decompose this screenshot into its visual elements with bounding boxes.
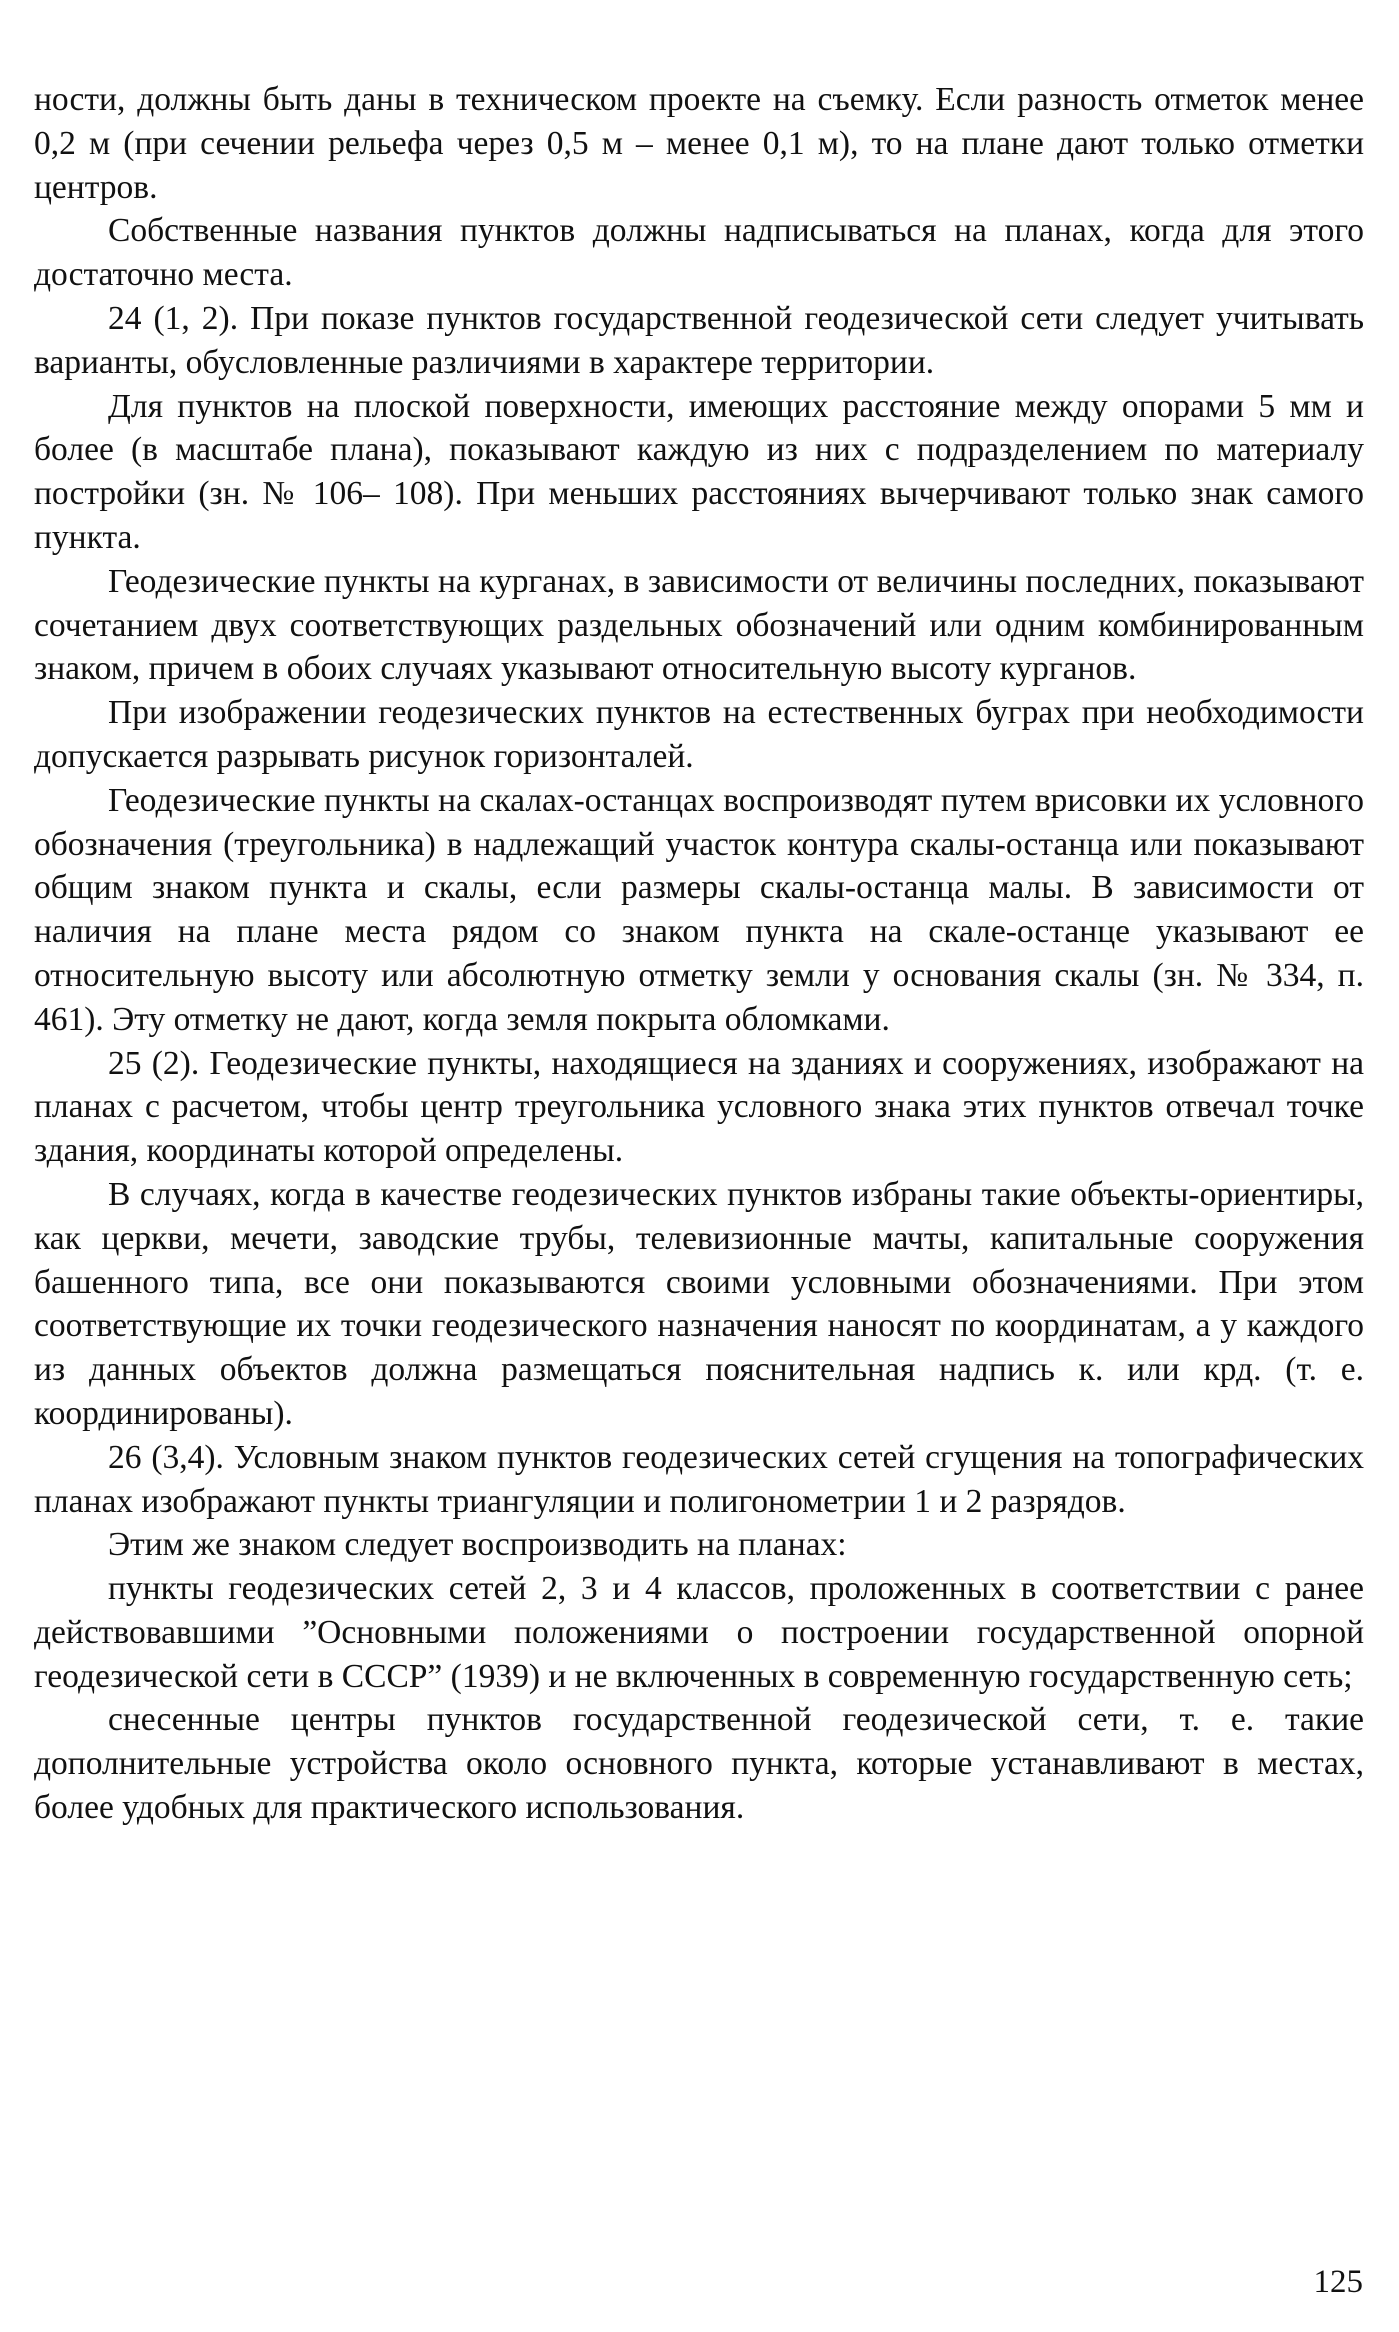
paragraph-5: Геодезические пункты на курганах, в зависимости от величины последних, показывают сочетанием двух соответствующих раздельных обозначений или одним комбинированным знаком, причем в обоих случаях указывают относительную высоту курганов. [34,562,1364,688]
paragraph-13: снесенные центры пунктов государственной геодезической сети, т. е. такие дополнительные устройства около основного пункта, которые устанавливают в местах, более удобных для практического использования. [34,1701,1364,1827]
paragraph-10: 26 (3,4). Условным знаком пунктов геодезических сетей сгущения на топографических планах изображают пункты триангуляции и полигонометрии 1 и 2 разрядов. [34,1438,1364,1520]
paragraph-8: 25 (2). Геодезические пункты, находящиеся на зданиях и сооружениях, изображают на планах с расчетом, чтобы центр треугольника условного знака этих пунктов отвечал точке здания, координаты которой определены. [34,1044,1364,1170]
paragraph-12: пункты геодезических сетей 2, 3 и 4 классов, проложенных в соответствии с ранее действовавшими ”Основными положениями о построении государственной опорной геодезической сети в СССР” (1939) и не включенных в современную государственную сеть; [34,1570,1364,1695]
paragraph-2: Собственные названия пунктов должны надписываться на планах, когда для этого достаточно места. [34,212,1364,294]
paragraph-6: При изображении геодезических пунктов на естественных буграх при необходимости допускается разрывать рисунок горизонталей. [34,694,1364,775]
paragraph-3: 24 (1, 2). При показе пунктов государственной геодезической сети следует учитывать варианты, обусловленные различиями в характере территории. [34,299,1364,381]
paragraph-4: Для пунктов на плоской поверхности, имеющих расстояние между опорами 5 мм и более (в масштабе плана), показывают каждую из них с подразделением по материалу постройки (зн. № 106– 108). При меньших расстояниях вычерчивают только знак самого пункта. [34,387,1364,556]
paragraph-11: Этим же знаком следует воспроизводить на планах: [108,1526,847,1564]
paragraph-9: В случаях, когда в качестве геодезических пунктов избраны такие объекты-ориентиры, как церкви, мечети, заводские трубы, телевизионные мачты, капитальные сооружения башенного типа, все они показываются своими условными обозначениями. При этом соответствующие их точки геодезического назначения наносят по координатам, а у каждого из данных объектов должна размещаться пояснительная надпись к. или крд. (т. е. координированы). [34,1175,1364,1432]
paragraph-7: Геодезические пункты на скалах-останцах воспроизводят путем врисовки их условного обозначения (треугольника) в надлежащий участок контура скалы-останца или показывают общим знаком пункта и скалы, если размеры скалы-останца малы. В зависимости от наличия на плане места рядом со знаком пункта на скале-останце указывают ее относительную высоту или абсолютную отметку земли у основания скалы (зн. № 334, п. 461). Эту отметку не дают, когда земля покрыта обломками. [34,781,1364,1038]
page-number: 125 [1313,2264,1363,2300]
paragraph-1: ности, должны быть даны в техническом проекте на съемку. Если разность отметок менее 0,2 м (при сечении рельефа через 0,5 м – менее 0,1 м), то на плане дают только отметки центров. [34,81,1364,206]
page-body [34,78,1364,1830]
